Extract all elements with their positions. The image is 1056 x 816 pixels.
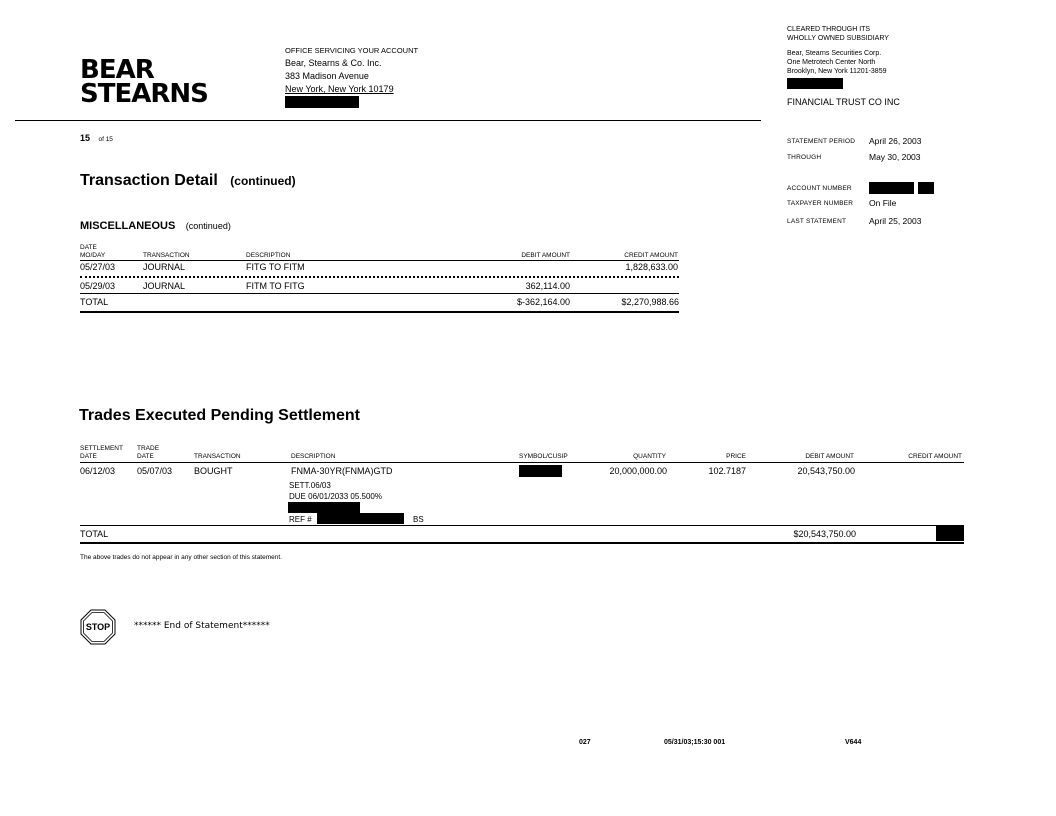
header-credit: CREDIT AMOUNT — [624, 252, 678, 259]
trade-description-line3: DUE 06/01/2033 05.500% — [289, 492, 382, 501]
header-description: DESCRIPTION — [246, 252, 291, 259]
header-date-line1: DATE — [80, 244, 97, 251]
trade-settle-date: 06/12/03 — [80, 466, 116, 476]
trade-debit: 20,543,750.00 — [797, 466, 855, 476]
trade-date: 05/07/03 — [137, 466, 173, 476]
total-credit: $2,270,988.66 — [621, 297, 679, 307]
trade-transaction: BOUGHT — [194, 466, 233, 476]
footer-code1: 027 — [579, 739, 591, 746]
table-row-description: FITG TO FITM — [246, 262, 305, 272]
header-credit: CREDIT AMOUNT — [908, 453, 962, 460]
trade-ref-label: REF # — [289, 515, 312, 524]
section-name: MISCELLANEOUS — [80, 220, 176, 232]
header-transaction: TRANSACTION — [143, 252, 190, 259]
section-continued: (continued) — [185, 221, 231, 231]
total-debit: $-362,164.00 — [516, 297, 570, 307]
page-current: 15 — [80, 133, 91, 143]
page-total: of 15 — [98, 136, 113, 143]
trades-total-double-rule — [80, 542, 964, 544]
clearing-city: Brooklyn, New York 11201-3859 — [787, 68, 887, 75]
table-row-transaction: JOURNAL — [143, 281, 186, 291]
stop-text: STOP — [85, 622, 111, 632]
total-label: TOTAL — [80, 297, 109, 307]
redaction-box — [317, 513, 404, 524]
office-name: Bear, Stearns & Co. Inc. — [285, 58, 382, 68]
trade-description-line1: FNMA-30YR(FNMA)GTD — [291, 466, 393, 476]
redaction-box — [787, 78, 843, 89]
taxpayer-value: On File — [869, 198, 897, 208]
logo-line2: STEARNS — [80, 79, 208, 109]
title-continued: (continued) — [230, 174, 296, 188]
office-address: 383 Madison Avenue — [285, 71, 369, 81]
trades-note: The above trades do not appear in any other section of this statement. — [80, 554, 282, 561]
total-rule — [80, 293, 679, 294]
stop-sign-icon — [80, 609, 114, 643]
last-statement-value: April 25, 2003 — [869, 216, 922, 226]
end-of-statement: ****** End of Statement****** — [134, 621, 270, 631]
header-transaction: TRANSACTION — [194, 453, 241, 460]
table-row-date: 05/29/03 — [80, 281, 116, 291]
header-debit: DEBIT AMOUNT — [521, 252, 570, 259]
trades-total-label: TOTAL — [80, 529, 109, 539]
office-block — [285, 44, 418, 112]
table-row-transaction: JOURNAL — [143, 262, 186, 272]
title-text: Transaction Detail — [80, 172, 218, 189]
trades-total-debit: $20,543,750.00 — [793, 529, 856, 539]
dotted-separator — [80, 276, 679, 278]
redaction-box — [918, 182, 934, 194]
redaction-box — [288, 502, 360, 513]
section-heading — [80, 216, 231, 234]
taxpayer-label: TAXPAYER NUMBER — [787, 200, 854, 207]
table-header-rule — [80, 260, 679, 261]
statement-period-label: STATEMENT PERIOD — [787, 138, 856, 145]
statement-period-value: April 26, 2003 — [869, 136, 922, 146]
header-trade-line2: DATE — [137, 453, 154, 460]
client-name: FINANCIAL TRUST CO INC — [787, 97, 900, 107]
page-number — [80, 128, 113, 146]
redaction-box — [285, 96, 359, 108]
account-info — [787, 132, 1047, 232]
header-price: PRICE — [726, 453, 746, 460]
header-debit: DEBIT AMOUNT — [805, 453, 854, 460]
table-row-date: 05/27/03 — [80, 262, 116, 272]
header-settlement — [80, 445, 123, 461]
logo-line1: BEAR — [80, 55, 154, 85]
table-row-debit: 362,114.00 — [525, 281, 570, 291]
redaction-box — [519, 465, 562, 477]
through-label: THROUGH — [787, 154, 822, 161]
last-statement-label: LAST STATEMENT — [787, 218, 847, 225]
through-value: May 30, 2003 — [869, 152, 921, 162]
clearing-block — [787, 25, 1047, 107]
table-row-credit: 1,828,633.00 — [625, 262, 678, 272]
trades-total-rule — [80, 525, 964, 526]
clearing-line2: WHOLLY OWNED SUBSIDIARY — [787, 35, 889, 42]
redaction-box — [869, 182, 914, 194]
office-label: OFFICE SERVICING YOUR ACCOUNT — [285, 46, 419, 55]
office-city: New York, New York 10179 — [285, 84, 394, 94]
header-description: DESCRIPTION — [291, 453, 336, 460]
trade-description-line2: SETT.06/03 — [289, 481, 331, 490]
header-rule — [15, 120, 761, 121]
redaction-box — [936, 526, 964, 541]
header-trade — [137, 445, 159, 461]
table-row-description: FITM TO FITG — [246, 281, 305, 291]
bear-stearns-logo — [80, 55, 208, 109]
clearing-address: One Metrotech Center North — [787, 59, 876, 66]
footer-timestamp: 05/31/03;15:30 001 — [664, 739, 726, 746]
header-trade-line1: TRADE — [137, 445, 160, 452]
clearing-line1: CLEARED THROUGH ITS — [787, 26, 871, 33]
header-settlement-line2: DATE — [80, 453, 97, 460]
total-double-rule — [80, 311, 679, 313]
header-date-line2: MO/DAY — [80, 252, 106, 259]
header-quantity: QUANTITY — [633, 453, 666, 460]
header-date — [80, 244, 105, 260]
header-symbol: SYMBOL/CUSIP — [519, 453, 568, 460]
header-settlement-line1: SETTLEMENT — [80, 445, 123, 452]
trade-quantity: 20,000,000.00 — [609, 466, 667, 476]
account-number-label: ACCOUNT NUMBER — [787, 185, 852, 192]
transaction-detail-title — [80, 172, 296, 190]
trade-price: 102.7187 — [708, 466, 746, 476]
trades-title: Trades Executed Pending Settlement — [79, 407, 360, 424]
footer-code2: V644 — [845, 739, 862, 746]
clearing-name: Bear, Stearns Securities Corp. — [787, 50, 882, 57]
trade-ref-suffix: BS — [413, 515, 424, 524]
trades-header-rule — [80, 462, 964, 463]
